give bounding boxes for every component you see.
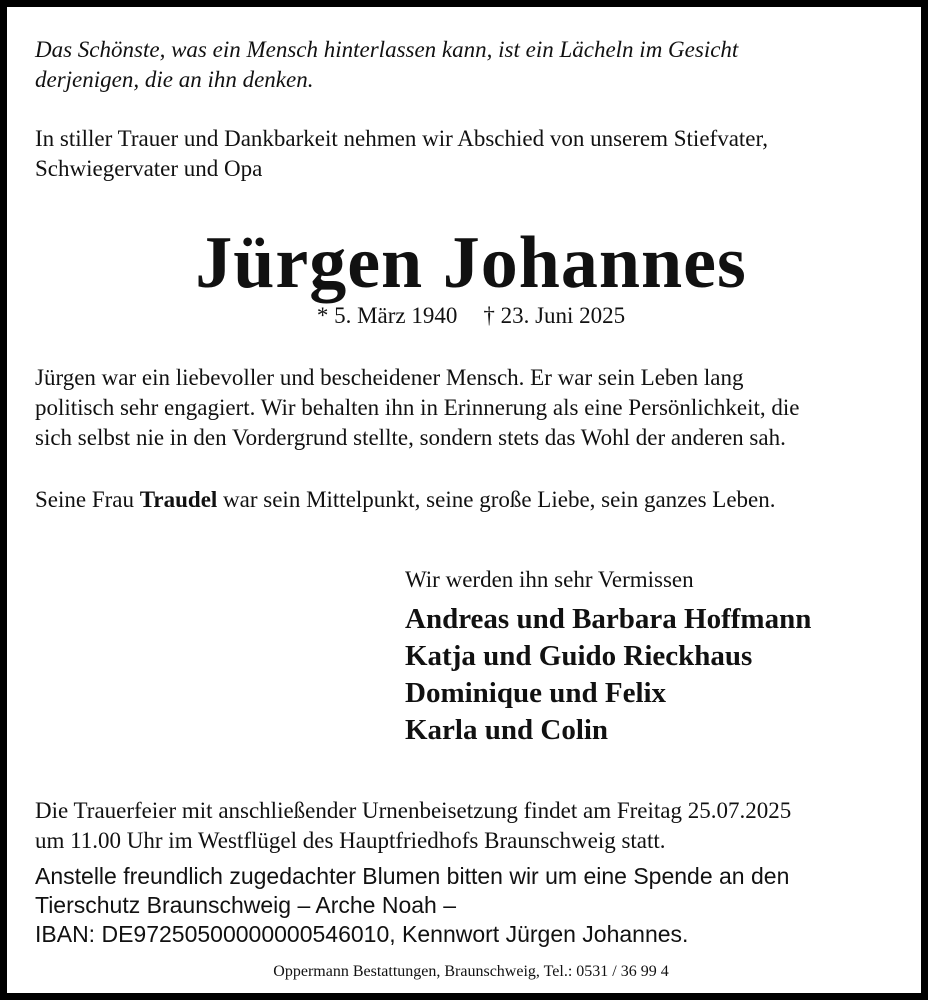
mourners-list (405, 601, 811, 749)
donation-line: Anstelle freundlich zugedachter Blumen bitten wir um eine Spende an den (35, 863, 790, 889)
ceremony-line: Die Trauerfeier mit anschließender Urnenbeisetzung findet am Freitag 25.07.2025 (35, 798, 792, 823)
wife-text-before: Seine Frau (35, 487, 140, 512)
missed-line: Wir werden ihn sehr Vermissen (405, 567, 694, 592)
quote-line: Das Schönste, was ein Mensch hinterlassen kann, ist ein Lächeln im Gesicht (35, 37, 739, 62)
birth-date: * 5. März 1940 (316, 303, 458, 328)
life-dates (7, 301, 928, 331)
mourner-name: Katja und Guido Rieckhaus (405, 640, 753, 672)
farewell-intro (35, 124, 768, 184)
tribute-line: politisch sehr engagiert. Wir behalten ihn in Erinnerung als eine Persönlichkeit, die (35, 395, 800, 420)
wife-statement (35, 485, 776, 515)
tribute-line: Jürgen war ein liebevoller und bescheidener Mensch. Er war sein Leben lang (35, 365, 744, 390)
funeral-home-footer: Oppermann Bestattungen, Braunschweig, Tel.: 0531 / 36 99 4 (273, 963, 669, 980)
donation-line: Tierschutz Braunschweig – Arche Noah – (35, 892, 457, 918)
donation-line: IBAN: DE97250500000000546010, Kennwort Jürgen Johannes. (35, 921, 689, 947)
intro-line: In stiller Trauer und Dankbarkeit nehmen wir Abschied von unserem Stiefvater, (35, 126, 768, 151)
wife-text-after: war sein Mittelpunkt, seine große Liebe, sein ganzes Leben. (217, 487, 776, 512)
mourner-name: Dominique und Felix (405, 677, 667, 709)
wife-name: Traudel (139, 487, 218, 512)
ceremony-info (35, 796, 791, 856)
memorial-quote (35, 35, 738, 95)
tribute-line: sich selbst nie in den Vordergrund stellte, sondern stets das Wohl der anderen sah. (35, 425, 786, 450)
tribute-text (35, 363, 799, 453)
mourner-name: Karla und Colin (405, 714, 609, 746)
death-date: † 23. Juni 2025 (483, 303, 626, 328)
deceased-name: Jürgen Johannes (195, 222, 747, 304)
donation-request (35, 862, 789, 949)
intro-line: Schwiegervater und Opa (35, 156, 263, 181)
mourner-name: Andreas und Barbara Hoffmann (405, 603, 812, 635)
quote-line: derjenigen, die an ihn denken. (35, 67, 314, 92)
ceremony-line: um 11.00 Uhr im Westflügel des Hauptfriedhofs Braunschweig statt. (35, 828, 666, 853)
